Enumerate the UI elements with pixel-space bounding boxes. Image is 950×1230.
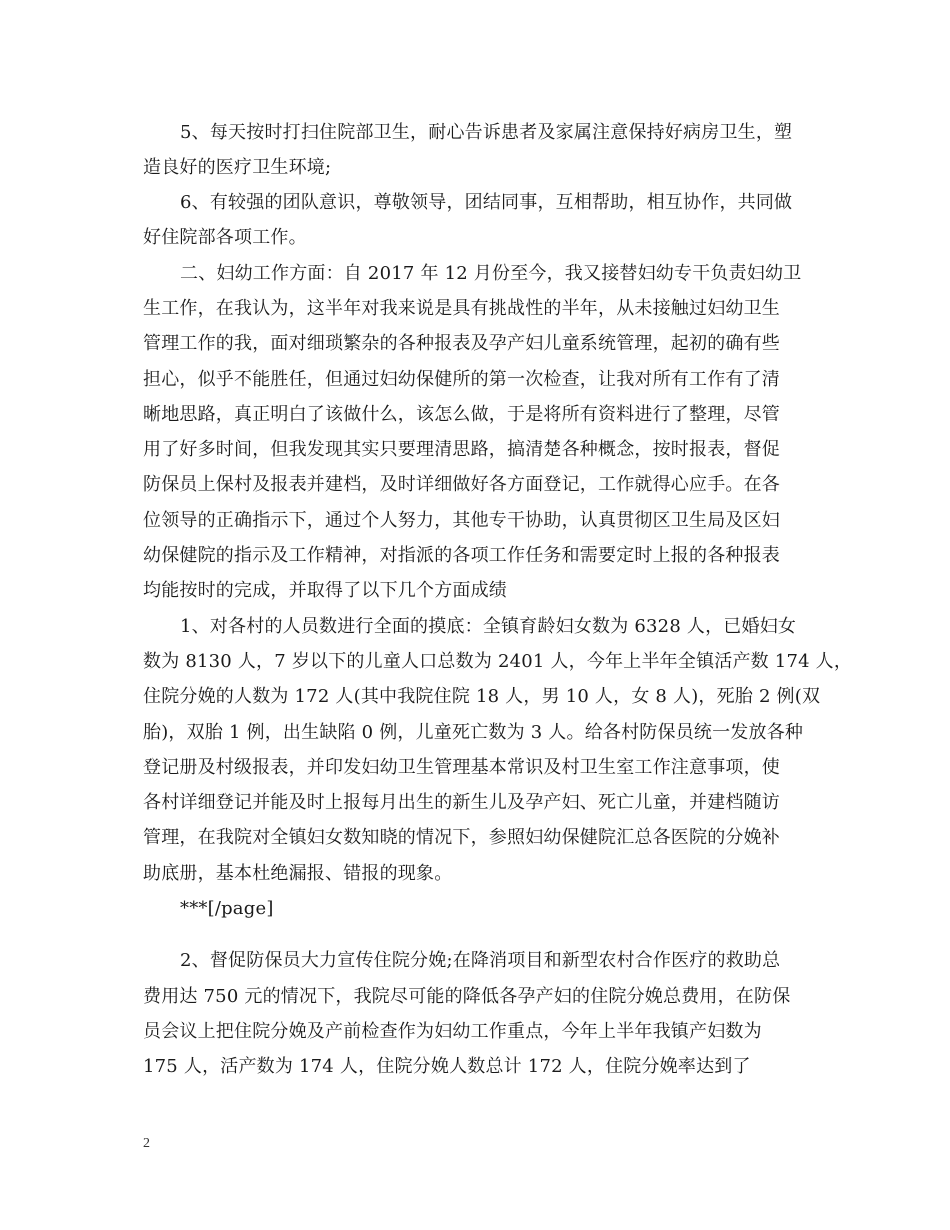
text-line: 登记册及村级报表，并印发妇幼卫生管理基本常识及村卫生室工作注意事项，使 xyxy=(143,757,780,778)
text-line: 好住院部各项工作。 xyxy=(143,227,307,248)
text-line: 费用达 750 元的情况下，我院尽可能的降低各孕产妇的住院分娩总费用，在防保 xyxy=(143,986,791,1007)
text-line: 担心，似乎不能胜任，但通过妇幼保健所的第一次检查，让我对所有工作有了清 xyxy=(143,369,780,390)
text-line: 胎)，双胎 1 例，出生缺陷 0 例，儿童死亡数为 3 人。给各村防保员统一发放各种 xyxy=(143,722,804,743)
text-line: 幼保健院的指示及工作精神，对指派的各项工作任务和需要定时上报的各种报表 xyxy=(143,545,780,566)
text-line: 二、妇幼工作方面：自 2017 年 12 月份至今，我又接替妇幼专干负责妇幼卫 xyxy=(180,263,802,284)
text-line: 用了好多时间，但我发现其实只要理清思路，搞清楚各种概念，按时报表，督促 xyxy=(143,439,780,460)
text-line: 防保员上保村及报表并建档，及时详细做好各方面登记，工作就得心应手。在各 xyxy=(143,474,780,495)
text-line: 数为 8130 人，7 岁以下的儿童人口总数为 2401 人，今年上半年全镇活产数 174 人， xyxy=(143,651,853,672)
text-line: 6、有较强的团队意识，尊敬领导，团结同事，互相帮助，相互协作，共同做 xyxy=(180,192,793,213)
text-line: 助底册，基本杜绝漏报、错报的现象。 xyxy=(143,863,453,884)
text-line: 5、每天按时打扫住院部卫生，耐心告诉患者及家属注意保持好病房卫生，塑 xyxy=(180,122,793,143)
text-line: 位领导的正确指示下，通过个人努力，其他专干协助，认真贯彻区卫生局及区妇 xyxy=(143,510,780,531)
text-line: 造良好的医疗卫生环境; xyxy=(143,157,332,178)
text-line: 管理，在我院对全镇妇女数知晓的情况下，参照妇幼保健院汇总各医院的分娩补 xyxy=(143,827,780,848)
text-line: 均能按时的完成，并取得了以下几个方面成绩 xyxy=(143,580,507,601)
text-line: 各村详细登记并能及时上报每月出生的新生儿及孕产妇、死亡儿童，并建档随访 xyxy=(143,792,780,813)
text-line: 晰地思路，真正明白了该做什么，该怎么做，于是将所有资料进行了整理，尽管 xyxy=(143,404,780,425)
text-line: 员会议上把住院分娩及产前检查作为妇幼工作重点，今年上半年我镇产妇数为 xyxy=(143,1021,762,1042)
text-line: 住院分娩的人数为 172 人(其中我院住院 18 人，男 10 人，女 8 人)，死胎 2 例(双 xyxy=(143,686,821,707)
text-line: 2、督促防保员大力宣传住院分娩;在降消项目和新型农村合作医疗的救助总 xyxy=(180,950,781,971)
text-line: 1、对各村的人员数进行全面的摸底：全镇育龄妇女数为 6328 人，已婚妇女 xyxy=(180,616,797,637)
text-line: ***[/page] xyxy=(180,898,274,919)
text-line: 管理工作的我，面对细琐繁杂的各种报表及孕产妇儿童系统管理，起初的确有些 xyxy=(143,333,780,354)
text-line: 175 人，活产数为 174 人，住院分娩人数总计 172 人，住院分娩率达到了 xyxy=(143,1056,751,1077)
page-number: 2 xyxy=(143,1136,150,1151)
text-line: 生工作，在我认为，这半年对我来说是具有挑战性的半年，从未接触过妇幼卫生 xyxy=(143,298,780,319)
